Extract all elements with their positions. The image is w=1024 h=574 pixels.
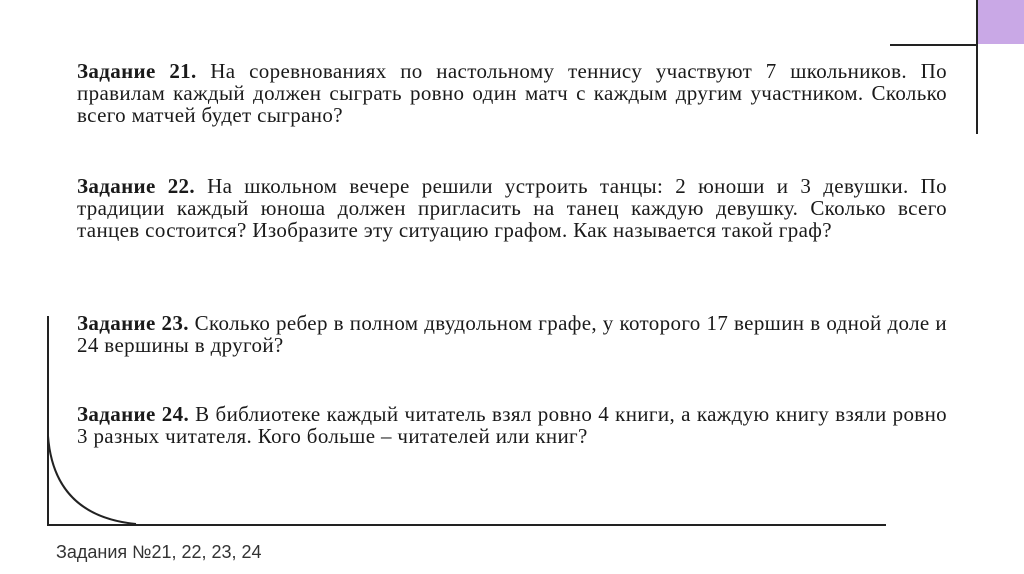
- slide-caption: Задания №21, 22, 23, 24: [56, 542, 262, 562]
- frame-line-right: [976, 0, 978, 134]
- frame-line-top: [890, 44, 978, 46]
- task-text: На школьном вечере решили устроить танцы: 2 юноши и 3 девушки. По традиции каждый юноша должен пригласить на танец каждую девушку. Сколько всего танцев состоится? Изобразите эту ситуацию графом. Как называется такой граф?: [77, 174, 948, 242]
- frame-line-bottom: [48, 524, 886, 526]
- task-title: Задание 23.: [77, 311, 189, 335]
- task-title: Задание 24.: [77, 402, 190, 426]
- task-23: [77, 312, 947, 356]
- task-text: На соревнованиях по настольному теннису участвуют 7 школьников. По правилам каждый должен сыграть ровно один матч с каждым другим участником. Сколько всего матчей будет сыграно?: [77, 59, 947, 127]
- task-text: Сколько ребер в полном двудольном графе, у которого 17 вершин в одной доле и 24 вершины в другой?: [77, 311, 948, 357]
- task-title: Задание 21.: [77, 59, 197, 83]
- task-text: В библиотеке каждый читатель взял ровно 4 книги, а каждую книгу взяли ровно 3 разных читателя. Кого больше – читателей или книг?: [77, 402, 948, 448]
- task-22: [77, 175, 947, 241]
- task-title: Задание 22.: [77, 174, 196, 198]
- task-21: [77, 60, 947, 126]
- task-24: [77, 403, 947, 447]
- accent-square: [978, 0, 1024, 44]
